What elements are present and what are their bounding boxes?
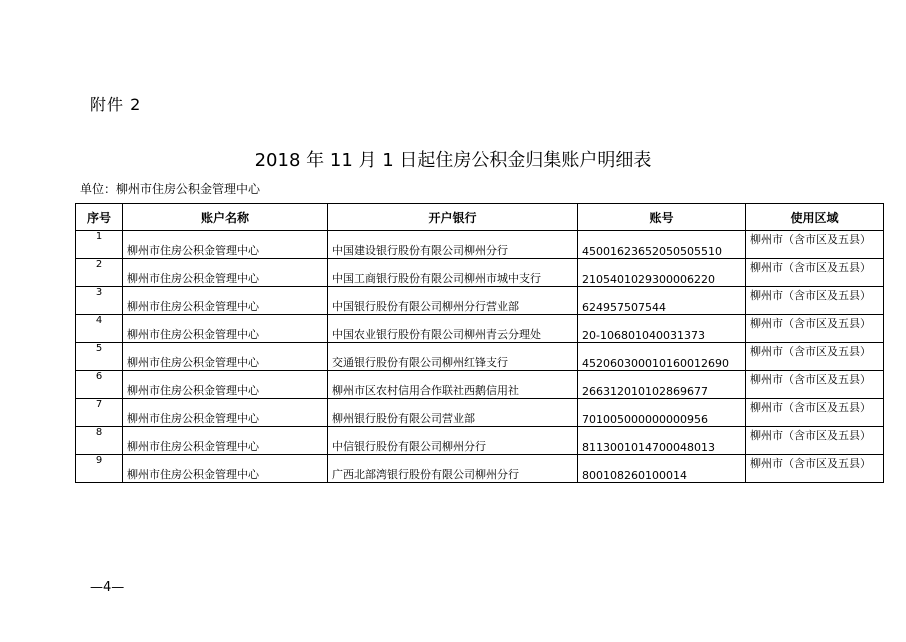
cell-area: 柳州市（含市区及五县） [746, 315, 884, 343]
cell-account-number: 452060300010160012690 [578, 343, 746, 371]
cell-account-number: 701005000000000956 [578, 399, 746, 427]
cell-area: 柳州市（含市区及五县） [746, 343, 884, 371]
cell-account-name: 柳州市住房公积金管理中心 [123, 399, 328, 427]
cell-account-name: 柳州市住房公积金管理中心 [123, 343, 328, 371]
cell-account-name: 柳州市住房公积金管理中心 [123, 427, 328, 455]
table-row [76, 287, 884, 315]
cell-index: 3 [76, 287, 123, 315]
cell-account-number: 624957507544 [578, 287, 746, 315]
cell-bank: 中国工商银行股份有限公司柳州市城中支行 [328, 259, 578, 287]
table-row [76, 315, 884, 343]
column-header-account-name: 账户名称 [123, 204, 328, 231]
cell-index: 1 [76, 231, 123, 259]
cell-bank: 交通银行股份有限公司柳州红锋支行 [328, 343, 578, 371]
cell-area: 柳州市（含市区及五县） [746, 399, 884, 427]
cell-account-name: 柳州市住房公积金管理中心 [123, 231, 328, 259]
table-row [76, 343, 884, 371]
attachment-label: 附件 2 [90, 95, 142, 114]
cell-index: 6 [76, 371, 123, 399]
cell-bank: 柳州市区农村信用合作联社西鹅信用社 [328, 371, 578, 399]
cell-index: 5 [76, 343, 123, 371]
table-header-row [76, 204, 884, 231]
cell-area: 柳州市（含市区及五县） [746, 455, 884, 483]
cell-area: 柳州市（含市区及五县） [746, 427, 884, 455]
cell-area: 柳州市（含市区及五县） [746, 287, 884, 315]
cell-account-name: 柳州市住房公积金管理中心 [123, 287, 328, 315]
cell-index: 2 [76, 259, 123, 287]
cell-account-name: 柳州市住房公积金管理中心 [123, 455, 328, 483]
cell-bank: 广西北部湾银行股份有限公司柳州分行 [328, 455, 578, 483]
cell-bank: 中国银行股份有限公司柳州分行营业部 [328, 287, 578, 315]
cell-area: 柳州市（含市区及五县） [746, 371, 884, 399]
cell-account-number: 800108260100014 [578, 455, 746, 483]
cell-account-name: 柳州市住房公积金管理中心 [123, 371, 328, 399]
column-header-area: 使用区域 [746, 204, 884, 231]
column-header-account-number: 账号 [578, 204, 746, 231]
table-row [76, 371, 884, 399]
cell-account-number: 45001623652050505510 [578, 231, 746, 259]
cell-index: 8 [76, 427, 123, 455]
page-number: —4— [90, 580, 125, 595]
cell-area: 柳州市（含市区及五县） [746, 259, 884, 287]
cell-account-number: 8113001014700048013 [578, 427, 746, 455]
cell-area: 柳州市（含市区及五县） [746, 231, 884, 259]
document-title: 2018 年 11 月 1 日起住房公积金归集账户明细表 [254, 150, 652, 171]
table-row [76, 231, 884, 259]
account-table [75, 203, 884, 483]
cell-bank: 中信银行股份有限公司柳州分行 [328, 427, 578, 455]
table-row [76, 427, 884, 455]
column-header-bank: 开户银行 [328, 204, 578, 231]
cell-bank: 中国建设银行股份有限公司柳州分行 [328, 231, 578, 259]
cell-bank: 中国农业银行股份有限公司柳州青云分理处 [328, 315, 578, 343]
cell-account-name: 柳州市住房公积金管理中心 [123, 259, 328, 287]
column-header-index: 序号 [76, 204, 123, 231]
cell-account-name: 柳州市住房公积金管理中心 [123, 315, 328, 343]
cell-index: 7 [76, 399, 123, 427]
table-row [76, 259, 884, 287]
cell-index: 9 [76, 455, 123, 483]
cell-index: 4 [76, 315, 123, 343]
cell-account-number: 20-106801040031373 [578, 315, 746, 343]
cell-account-number: 266312010102869677 [578, 371, 746, 399]
cell-account-number: 2105401029300006220 [578, 259, 746, 287]
unit-label: 单位：柳州市住房公积金管理中心 [80, 182, 261, 196]
cell-bank: 柳州银行股份有限公司营业部 [328, 399, 578, 427]
table-row [76, 399, 884, 427]
table-row [76, 455, 884, 483]
